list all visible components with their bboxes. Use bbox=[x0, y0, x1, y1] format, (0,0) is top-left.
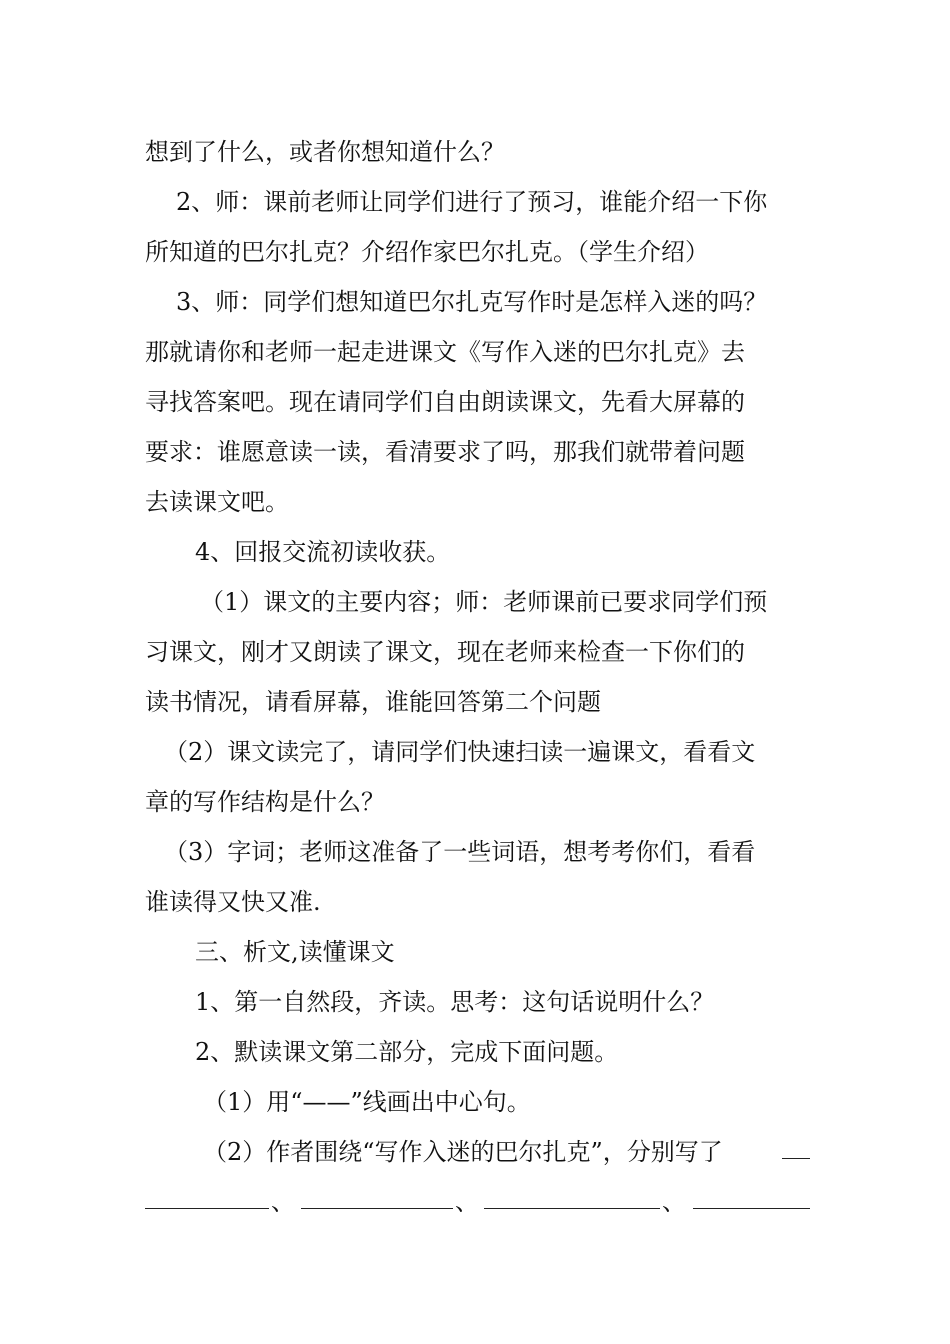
fill-blank-start bbox=[782, 1158, 810, 1159]
text-line-5: 那就请你和老师一起走进课文《写作入迷的巴尔扎克》去 bbox=[145, 338, 745, 366]
text-line-9: 4、回报交流初读收获。 bbox=[195, 538, 451, 566]
fill-blank-3 bbox=[484, 1208, 660, 1209]
section-heading: 三、析文,读懂课文 bbox=[195, 938, 395, 966]
text-line-16: 谁读得又快又准. bbox=[145, 888, 321, 916]
text-line-19: 2、默读课文第二部分，完成下面问题。 bbox=[195, 1038, 619, 1066]
text-line-18: 1、第一自然段，齐读。思考：这句话说明什么？ bbox=[195, 988, 715, 1016]
text-line-13: （2）课文读完了，请同学们快速扫读一遍课文，看看文 bbox=[164, 738, 756, 766]
fill-blank-4 bbox=[693, 1208, 810, 1209]
text-line-1: 想到了什么，或者你想知道什么？ bbox=[145, 138, 505, 166]
blank-separator-1: 、 bbox=[271, 1188, 295, 1216]
text-line-11: 习课文，刚才又朗读了课文，现在老师来检查一下你们的 bbox=[145, 638, 745, 666]
text-line-8: 去读课文吧。 bbox=[145, 488, 289, 516]
text-line-14: 章的写作结构是什么？ bbox=[145, 788, 385, 816]
text-line-2: 2、师：课前老师让同学们进行了预习，谁能介绍一下你 bbox=[176, 188, 768, 216]
text-line-3: 所知道的巴尔扎克？介绍作家巴尔扎克。（学生介绍） bbox=[145, 238, 709, 266]
text-line-20: （1）用“——”线画出中心句。 bbox=[203, 1088, 531, 1116]
text-line-4: 3、师：同学们想知道巴尔扎克写作时是怎样入迷的吗？ bbox=[176, 288, 768, 316]
text-line-7: 要求：谁愿意读一读，看清要求了吗，那我们就带着问题 bbox=[145, 438, 745, 466]
blank-separator-3: 、 bbox=[662, 1188, 686, 1216]
fill-blank-1 bbox=[145, 1208, 269, 1209]
text-line-10: （1）课文的主要内容；师：老师课前已要求同学们预 bbox=[200, 588, 768, 616]
fill-blank-row bbox=[145, 1186, 810, 1218]
text-line-12: 读书情况，请看屏幕，谁能回答第二个问题 bbox=[145, 688, 601, 716]
text-line-21: （2）作者围绕“写作入迷的巴尔扎克”，分别写了 bbox=[203, 1138, 723, 1166]
blank-separator-2: 、 bbox=[455, 1188, 479, 1216]
text-line-6: 寻找答案吧。现在请同学们自由朗读课文，先看大屏幕的 bbox=[145, 388, 745, 416]
text-line-15: （3）字词；老师这准备了一些词语，想考考你们，看看 bbox=[164, 838, 756, 866]
fill-blank-2 bbox=[301, 1208, 453, 1209]
